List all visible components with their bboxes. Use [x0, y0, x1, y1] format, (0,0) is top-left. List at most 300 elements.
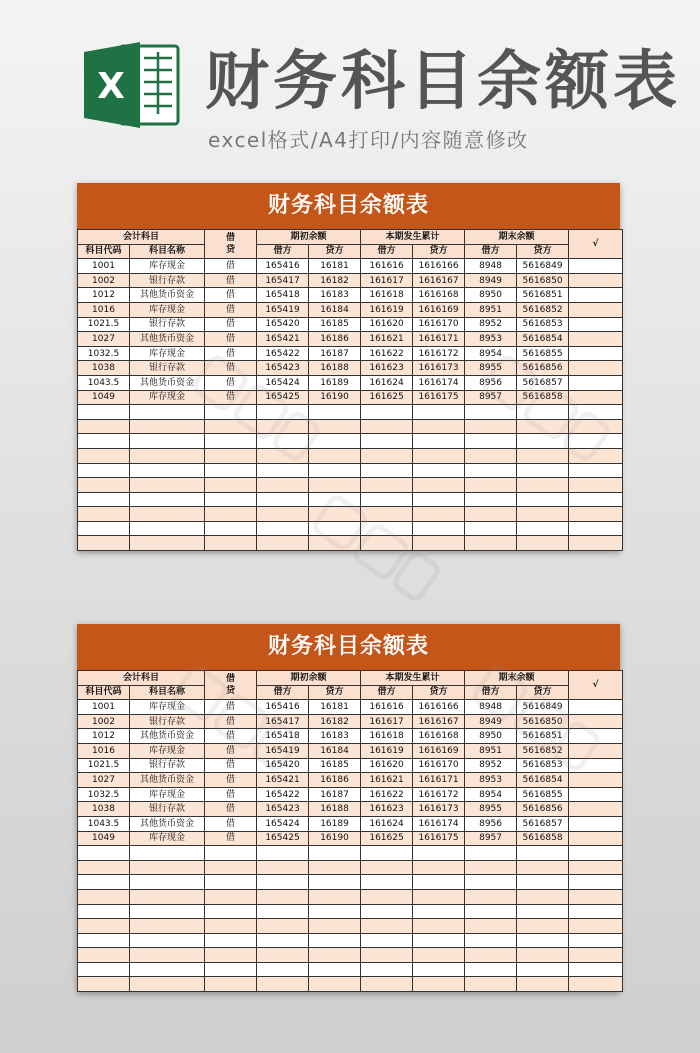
cell-closing-credit: [517, 507, 569, 522]
cell-code: 1049: [78, 831, 130, 846]
cell-current-debit: 161623: [361, 802, 413, 817]
header-credit: 贷方: [413, 685, 465, 700]
cell-closing-debit: 8953: [465, 773, 517, 788]
cell-code: 1002: [78, 714, 130, 729]
cell-opening-debit: [257, 933, 309, 948]
cell-check: [569, 273, 623, 288]
table-row: [78, 478, 623, 493]
cell-closing-credit: [517, 875, 569, 890]
cell-name: 库存现金: [130, 743, 205, 758]
table-row: [78, 434, 623, 449]
cell-opening-credit: [309, 977, 361, 992]
cell-opening-debit: 165421: [257, 773, 309, 788]
cell-closing-credit: 5616853: [517, 758, 569, 773]
table-row: [78, 536, 623, 551]
cell-opening-debit: 165417: [257, 273, 309, 288]
cell-opening-credit: [309, 478, 361, 493]
cell-current-debit: [361, 977, 413, 992]
table-row: [78, 448, 623, 463]
cell-current-debit: [361, 875, 413, 890]
header-debit: 借方: [257, 685, 309, 700]
table-row: [78, 361, 623, 376]
cell-opening-credit: [309, 507, 361, 522]
cell-closing-credit: 5616854: [517, 332, 569, 347]
table-row: [78, 743, 623, 758]
cell-opening-credit: [309, 463, 361, 478]
cell-opening-debit: [257, 419, 309, 434]
cell-closing-credit: [517, 962, 569, 977]
cell-current-credit: 1616171: [413, 773, 465, 788]
cell-direction: 借: [205, 714, 257, 729]
cell-direction: [205, 405, 257, 420]
cell-opening-credit: [309, 492, 361, 507]
cell-opening-credit: [309, 448, 361, 463]
cell-direction: [205, 860, 257, 875]
cell-code: [78, 977, 130, 992]
table-row: [78, 773, 623, 788]
cell-closing-debit: [465, 463, 517, 478]
cell-direction: 借: [205, 375, 257, 390]
cell-closing-debit: 8951: [465, 302, 517, 317]
cell-current-debit: 161622: [361, 346, 413, 361]
cell-code: 1021.5: [78, 317, 130, 332]
cell-opening-credit: 16184: [309, 743, 361, 758]
header-debit: 借方: [465, 685, 517, 700]
sheet-preview-2: [77, 624, 620, 992]
header-credit: 贷方: [309, 685, 361, 700]
cell-closing-debit: [465, 889, 517, 904]
cell-closing-debit: [465, 405, 517, 420]
cell-closing-debit: [465, 919, 517, 934]
cell-name: [130, 962, 205, 977]
cell-opening-debit: [257, 492, 309, 507]
cell-current-debit: 161618: [361, 288, 413, 303]
cell-code: 1049: [78, 390, 130, 405]
cell-opening-credit: 16186: [309, 332, 361, 347]
header-name: 科目名称: [130, 244, 205, 259]
cell-current-debit: 161617: [361, 714, 413, 729]
cell-current-credit: 1616173: [413, 361, 465, 376]
header-account-group: 会计科目: [78, 230, 205, 245]
header-debit: 借方: [361, 685, 413, 700]
table-row: [78, 288, 623, 303]
cell-check: [569, 904, 623, 919]
cell-opening-debit: [257, 846, 309, 861]
cell-check: [569, 492, 623, 507]
cell-direction: 借: [205, 302, 257, 317]
header-opening: 期初余额: [257, 671, 361, 686]
cell-closing-debit: 8955: [465, 361, 517, 376]
cell-opening-credit: 16183: [309, 729, 361, 744]
table-row: [78, 904, 623, 919]
cell-direction: [205, 948, 257, 963]
cell-opening-debit: [257, 889, 309, 904]
header: [0, 0, 700, 170]
cell-code: 1012: [78, 288, 130, 303]
cell-closing-credit: [517, 846, 569, 861]
cell-current-credit: [413, 507, 465, 522]
cell-code: [78, 405, 130, 420]
cell-opening-credit: [309, 536, 361, 551]
cell-closing-debit: 8954: [465, 787, 517, 802]
table-row: [78, 317, 623, 332]
cell-current-credit: [413, 919, 465, 934]
table-row: [78, 302, 623, 317]
cell-direction: 借: [205, 288, 257, 303]
cell-code: 1001: [78, 259, 130, 274]
cell-check: [569, 346, 623, 361]
cell-check: [569, 463, 623, 478]
header-check: √: [569, 671, 623, 700]
cell-name: 库存现金: [130, 346, 205, 361]
cell-name: [130, 463, 205, 478]
cell-current-credit: [413, 846, 465, 861]
cell-check: [569, 419, 623, 434]
cell-direction: 借: [205, 729, 257, 744]
cell-code: 1038: [78, 361, 130, 376]
cell-opening-credit: 16188: [309, 361, 361, 376]
cell-check: [569, 478, 623, 493]
header-name: 科目名称: [130, 685, 205, 700]
cell-closing-credit: [517, 948, 569, 963]
cell-direction: [205, 933, 257, 948]
cell-current-debit: [361, 463, 413, 478]
header-credit: 贷方: [517, 685, 569, 700]
cell-closing-credit: [517, 448, 569, 463]
cell-current-credit: 1616166: [413, 700, 465, 715]
cell-check: [569, 802, 623, 817]
cell-opening-debit: [257, 860, 309, 875]
table-row: [78, 758, 623, 773]
cell-opening-debit: 165419: [257, 743, 309, 758]
cell-current-credit: [413, 948, 465, 963]
cell-check: [569, 933, 623, 948]
cell-current-credit: [413, 875, 465, 890]
cell-closing-debit: 8950: [465, 288, 517, 303]
cell-code: [78, 948, 130, 963]
cell-code: 1038: [78, 802, 130, 817]
cell-check: [569, 361, 623, 376]
cell-closing-debit: 8948: [465, 700, 517, 715]
cell-current-credit: [413, 448, 465, 463]
cell-current-debit: 161621: [361, 773, 413, 788]
cell-code: [78, 536, 130, 551]
cell-code: 1001: [78, 700, 130, 715]
cell-direction: 借: [205, 773, 257, 788]
cell-name: 其他货币资金: [130, 288, 205, 303]
cell-closing-debit: 8952: [465, 758, 517, 773]
cell-opening-credit: [309, 846, 361, 861]
cell-current-debit: [361, 448, 413, 463]
header-debit-credit-bottom: 贷: [226, 245, 236, 256]
cell-name: 库存现金: [130, 831, 205, 846]
table-row: [78, 405, 623, 420]
cell-closing-debit: 8951: [465, 743, 517, 758]
cell-current-debit: [361, 948, 413, 963]
cell-current-credit: 1616171: [413, 332, 465, 347]
cell-opening-debit: 165418: [257, 729, 309, 744]
table-row: [78, 714, 623, 729]
cell-name: [130, 904, 205, 919]
cell-current-credit: 1616172: [413, 787, 465, 802]
cell-opening-credit: [309, 521, 361, 536]
cell-check: [569, 889, 623, 904]
cell-opening-credit: 16190: [309, 831, 361, 846]
cell-current-debit: 161620: [361, 758, 413, 773]
cell-current-credit: 1616175: [413, 831, 465, 846]
cell-opening-debit: 165417: [257, 714, 309, 729]
cell-direction: 借: [205, 802, 257, 817]
cell-opening-debit: [257, 875, 309, 890]
cell-direction: [205, 521, 257, 536]
cell-direction: [205, 919, 257, 934]
header-opening: 期初余额: [257, 230, 361, 245]
cell-current-credit: [413, 962, 465, 977]
cell-closing-debit: 8950: [465, 729, 517, 744]
cell-opening-credit: [309, 933, 361, 948]
cell-direction: 借: [205, 390, 257, 405]
cell-current-credit: 1616166: [413, 259, 465, 274]
header-account-group: 会计科目: [78, 671, 205, 686]
header-current: 本期发生累计: [361, 230, 465, 245]
table-row: [78, 700, 623, 715]
cell-closing-credit: [517, 919, 569, 934]
cell-current-credit: [413, 521, 465, 536]
cell-check: [569, 390, 623, 405]
cell-name: 其他货币资金: [130, 816, 205, 831]
cell-closing-debit: [465, 846, 517, 861]
cell-closing-credit: 5616855: [517, 346, 569, 361]
cell-direction: [205, 463, 257, 478]
cell-opening-credit: [309, 419, 361, 434]
cell-current-credit: 1616174: [413, 816, 465, 831]
cell-name: [130, 860, 205, 875]
header-credit: 贷方: [413, 244, 465, 259]
cell-current-debit: [361, 919, 413, 934]
cell-current-credit: [413, 492, 465, 507]
cell-direction: 借: [205, 346, 257, 361]
cell-closing-credit: 5616849: [517, 700, 569, 715]
cell-closing-debit: [465, 933, 517, 948]
cell-closing-debit: 8954: [465, 346, 517, 361]
header-debit-credit-top: 借: [226, 674, 236, 685]
cell-current-credit: 1616167: [413, 273, 465, 288]
cell-opening-credit: [309, 434, 361, 449]
cell-direction: [205, 962, 257, 977]
cell-opening-credit: [309, 860, 361, 875]
cell-current-credit: 1616175: [413, 390, 465, 405]
cell-name: 库存现金: [130, 700, 205, 715]
header-closing: 期末余额: [465, 671, 569, 686]
cell-code: [78, 846, 130, 861]
cell-closing-credit: 5616851: [517, 729, 569, 744]
cell-closing-credit: 5616850: [517, 273, 569, 288]
cell-opening-debit: [257, 507, 309, 522]
cell-direction: [205, 889, 257, 904]
cell-current-debit: 161625: [361, 831, 413, 846]
cell-direction: [205, 448, 257, 463]
cell-code: 1016: [78, 743, 130, 758]
cell-opening-debit: 165421: [257, 332, 309, 347]
cell-check: [569, 288, 623, 303]
cell-closing-debit: [465, 492, 517, 507]
cell-closing-credit: [517, 977, 569, 992]
cell-name: 银行存款: [130, 714, 205, 729]
cell-code: [78, 889, 130, 904]
header-code: 科目代码: [78, 244, 130, 259]
cell-closing-debit: [465, 962, 517, 977]
cell-current-credit: 1616172: [413, 346, 465, 361]
cell-closing-credit: [517, 904, 569, 919]
cell-check: [569, 831, 623, 846]
cell-opening-debit: [257, 478, 309, 493]
cell-closing-debit: 8956: [465, 375, 517, 390]
cell-closing-debit: [465, 948, 517, 963]
cell-current-credit: [413, 405, 465, 420]
cell-opening-credit: 16181: [309, 700, 361, 715]
page-subtitle: excel格式/A4打印/内容随意修改: [208, 128, 529, 152]
table-row: [78, 375, 623, 390]
cell-closing-credit: 5616853: [517, 317, 569, 332]
cell-current-debit: [361, 536, 413, 551]
cell-check: [569, 787, 623, 802]
cell-current-debit: [361, 933, 413, 948]
cell-opening-debit: 165419: [257, 302, 309, 317]
header-debit: 借方: [361, 244, 413, 259]
cell-opening-debit: [257, 919, 309, 934]
cell-current-debit: 161625: [361, 390, 413, 405]
cell-current-credit: 1616170: [413, 317, 465, 332]
cell-opening-credit: 16187: [309, 346, 361, 361]
cell-check: [569, 758, 623, 773]
header-credit: 贷方: [309, 244, 361, 259]
cell-name: [130, 875, 205, 890]
cell-current-debit: [361, 860, 413, 875]
cell-closing-credit: 5616857: [517, 816, 569, 831]
cell-name: [130, 419, 205, 434]
cell-check: [569, 434, 623, 449]
cell-check: [569, 919, 623, 934]
cell-opening-credit: 16187: [309, 787, 361, 802]
cell-current-credit: 1616167: [413, 714, 465, 729]
cell-closing-credit: [517, 434, 569, 449]
cell-opening-credit: 16190: [309, 390, 361, 405]
cell-direction: [205, 977, 257, 992]
cell-current-credit: [413, 463, 465, 478]
table-row: [78, 860, 623, 875]
cell-name: 其他货币资金: [130, 332, 205, 347]
cell-direction: 借: [205, 743, 257, 758]
table-row: [78, 419, 623, 434]
cell-check: [569, 332, 623, 347]
cell-closing-credit: 5616852: [517, 302, 569, 317]
cell-opening-debit: 165424: [257, 816, 309, 831]
cell-check: [569, 700, 623, 715]
cell-closing-credit: 5616856: [517, 361, 569, 376]
header-closing: 期末余额: [465, 230, 569, 245]
cell-code: [78, 448, 130, 463]
cell-name: [130, 405, 205, 420]
cell-current-debit: 161617: [361, 273, 413, 288]
page-title: 财务科目余额表: [205, 45, 681, 119]
cell-opening-debit: [257, 405, 309, 420]
cell-closing-debit: 8949: [465, 714, 517, 729]
cell-closing-credit: 5616851: [517, 288, 569, 303]
cell-opening-credit: [309, 875, 361, 890]
cell-closing-credit: [517, 889, 569, 904]
cell-opening-debit: [257, 463, 309, 478]
cell-check: [569, 536, 623, 551]
cell-current-debit: [361, 434, 413, 449]
cell-current-credit: 1616174: [413, 375, 465, 390]
table-row: [78, 919, 623, 934]
cell-name: [130, 846, 205, 861]
cell-opening-credit: 16183: [309, 288, 361, 303]
svg-text:X: X: [97, 66, 125, 107]
cell-opening-debit: 165420: [257, 758, 309, 773]
cell-name: [130, 536, 205, 551]
cell-opening-debit: [257, 434, 309, 449]
cell-current-credit: [413, 977, 465, 992]
cell-current-debit: [361, 962, 413, 977]
cell-closing-debit: 8952: [465, 317, 517, 332]
cell-name: [130, 919, 205, 934]
cell-code: [78, 860, 130, 875]
cell-closing-debit: 8957: [465, 390, 517, 405]
cell-closing-debit: [465, 448, 517, 463]
table-row: [78, 521, 623, 536]
cell-direction: 借: [205, 273, 257, 288]
table-row: [78, 390, 623, 405]
cell-direction: [205, 419, 257, 434]
cell-opening-debit: [257, 977, 309, 992]
cell-opening-debit: 165423: [257, 802, 309, 817]
cell-name: 银行存款: [130, 802, 205, 817]
table-row: [78, 962, 623, 977]
cell-current-debit: [361, 507, 413, 522]
cell-current-credit: 1616168: [413, 729, 465, 744]
cell-current-debit: 161619: [361, 743, 413, 758]
cell-current-credit: [413, 419, 465, 434]
header-debit-credit-top: 借: [226, 233, 236, 244]
cell-check: [569, 405, 623, 420]
cell-direction: 借: [205, 259, 257, 274]
table-row: [78, 463, 623, 478]
cell-current-debit: [361, 846, 413, 861]
cell-current-debit: 161623: [361, 361, 413, 376]
cell-check: [569, 948, 623, 963]
cell-closing-credit: 5616855: [517, 787, 569, 802]
cell-code: [78, 507, 130, 522]
cell-check: [569, 714, 623, 729]
table-row: [78, 948, 623, 963]
cell-check: [569, 259, 623, 274]
cell-check: [569, 875, 623, 890]
cell-closing-credit: 5616849: [517, 259, 569, 274]
cell-name: 银行存款: [130, 758, 205, 773]
cell-check: [569, 773, 623, 788]
cell-closing-debit: [465, 860, 517, 875]
cell-name: 库存现金: [130, 787, 205, 802]
cell-name: 其他货币资金: [130, 729, 205, 744]
cell-opening-credit: 16186: [309, 773, 361, 788]
table-row: [78, 846, 623, 861]
cell-opening-credit: [309, 889, 361, 904]
cell-current-credit: 1616173: [413, 802, 465, 817]
cell-closing-credit: [517, 933, 569, 948]
cell-direction: 借: [205, 787, 257, 802]
cell-name: [130, 434, 205, 449]
